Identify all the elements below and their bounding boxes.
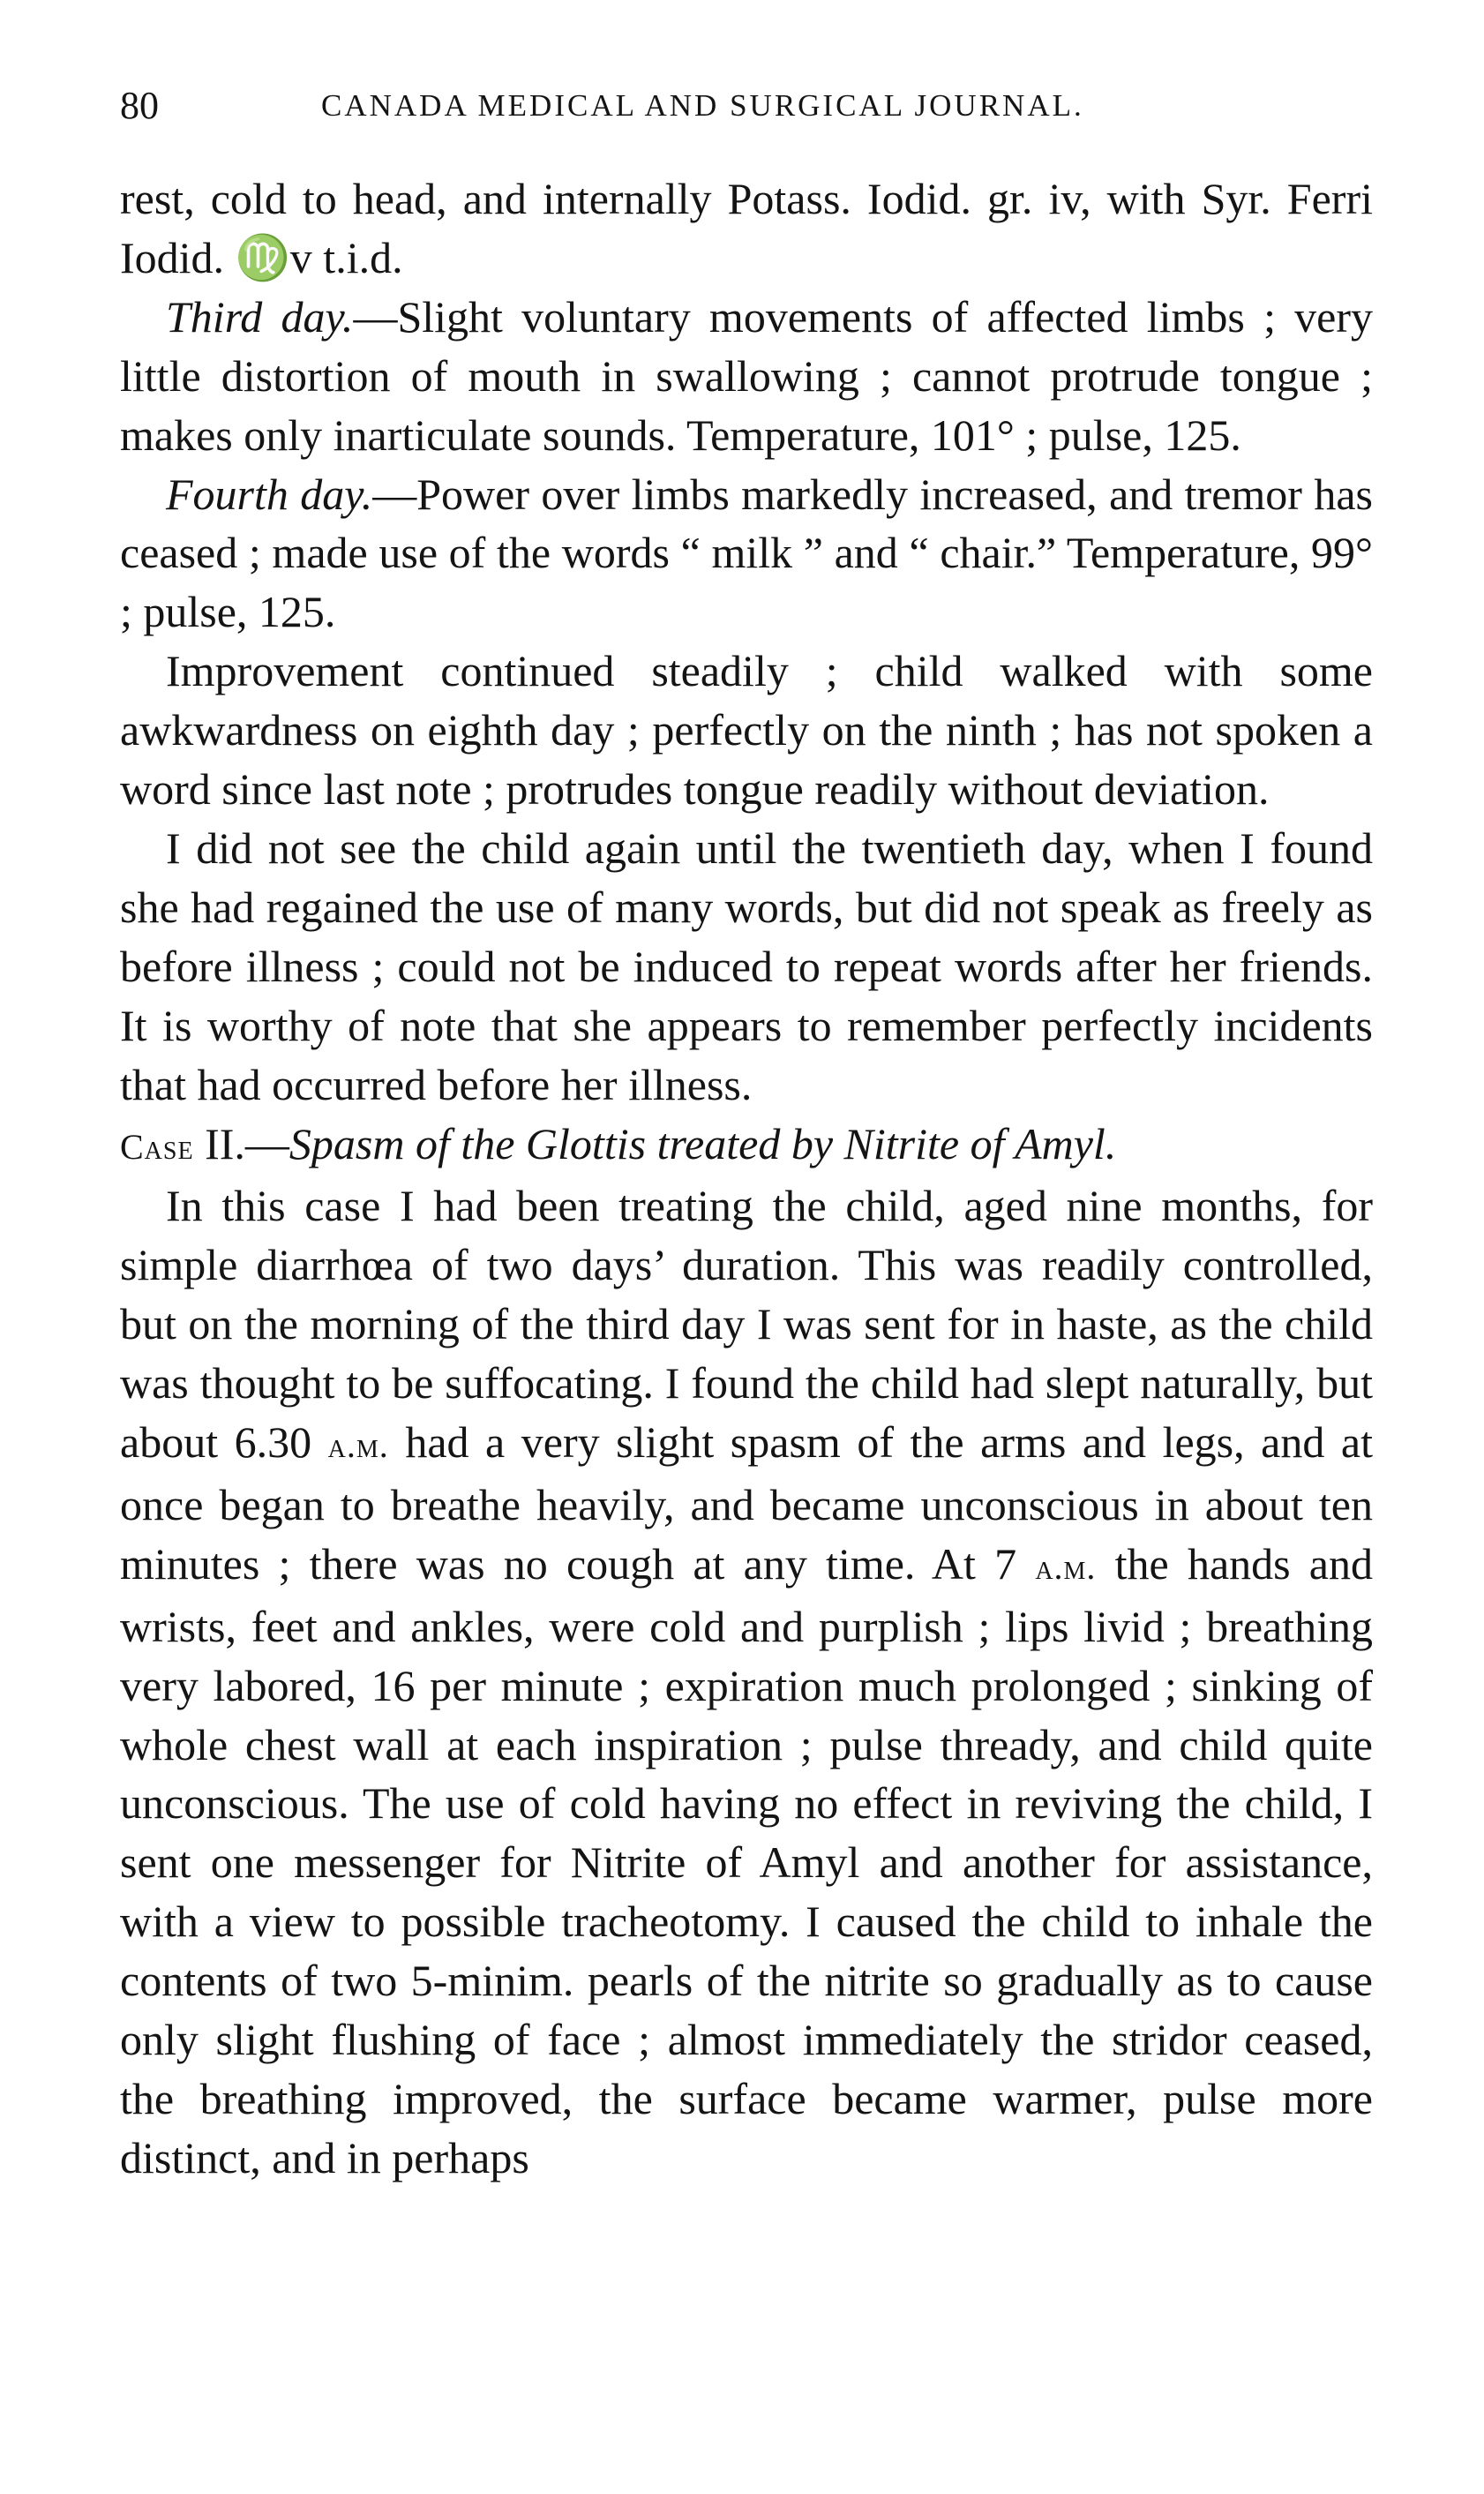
paragraph-text: the hands and wrists, feet and ankles, were cold and purplish ; lips livid ; breathing very labored, 16 per minute ; expiration much prolonged ; sinking of whole chest wall at each inspiration ; pulse thready, and child quite unconscious. The use of cold having no effect in reviving the child, I sent one messenger for Nitrite of Amyl and another for assistance, with a view to possible tracheotomy. I caused the child to inhale the contents of two 5-minim. pearls of the nitrite so gradually as to cause only slight flushing of face ; almost immediately the stridor ceased, the breathing improved, the surface became warmer, pulse more distinct, and in perhaps: [120, 1538, 1373, 2182]
page-number: 80: [120, 84, 159, 127]
time-abbrev: a.m.: [1035, 1546, 1097, 1587]
paragraph-third-day: [120, 288, 1373, 465]
day-heading: Third day.: [166, 291, 354, 342]
journal-page: [120, 81, 1373, 2188]
running-title: CANADA MEDICAL AND SURGICAL JOURNAL.: [321, 88, 1084, 123]
paragraph-continued: [120, 169, 1373, 288]
case-title: Spasm of the Glottis treated by Nitrite of Amyl.: [289, 1118, 1117, 1168]
paragraph-twentieth-day: [120, 819, 1373, 1115]
paragraph-text: rest, cold to head, and internally Potass. Iodid. gr. iv, with Syr. Ferri Iodid. ♍v t.i.d.: [120, 174, 1373, 282]
paragraph-case-two: [120, 1176, 1373, 2187]
paragraph-improvement: [120, 642, 1373, 819]
time-abbrev: a.m.: [327, 1425, 389, 1466]
paragraph-text: —Slight voluntary movements of affected limbs ; very little distortion of mouth in swallowing ; cannot protrude tongue ; makes only inarticulate sounds. Temperature, 101° ; pulse, 125.: [120, 291, 1373, 460]
page-header: [120, 81, 1373, 131]
paragraph-text: —Power over limbs markedly increased, and tremor has ceased ; made use of the words “ milk ” and “ chair.” Temperature, 99° ; pulse, 125.: [120, 469, 1373, 637]
case-number: II.—: [205, 1118, 289, 1168]
day-heading: Fourth day.: [166, 469, 373, 519]
paragraph-text: had a very slight spasm of the arms and legs, and at once began to breathe heavily, and became unconscious in about ten minutes ; there was no cough at any time. At 7: [120, 1417, 1373, 1589]
paragraph-text: In this case I had been treating the child, aged nine months, for simple diarrhœa of two days’ duration. This was readily controlled, but on the morning of the third day I was sent for in haste, as the child was thought to be suffocating. I found the child had slept naturally, but about 6.30: [120, 1181, 1373, 1468]
case-heading: [120, 1115, 1373, 1177]
case-label: Case: [120, 1126, 194, 1167]
paragraph-text: I did not see the child again until the twentieth day, when I found she had regained the use of many words, but did not speak as freely as before illness ; could not be induced to repeat words after her friends. It is worthy of note that she appears to remember perfectly incidents that had occurred before her illness.: [120, 823, 1373, 1109]
paragraph-text: Improvement continued steadily ; child walked with some awkwardness on eighth day ; perfectly on the ninth ; has not spoken a word since last note ; protrudes tongue readily without deviation.: [120, 646, 1373, 815]
body-text: [120, 169, 1373, 2188]
paragraph-fourth-day: [120, 465, 1373, 642]
